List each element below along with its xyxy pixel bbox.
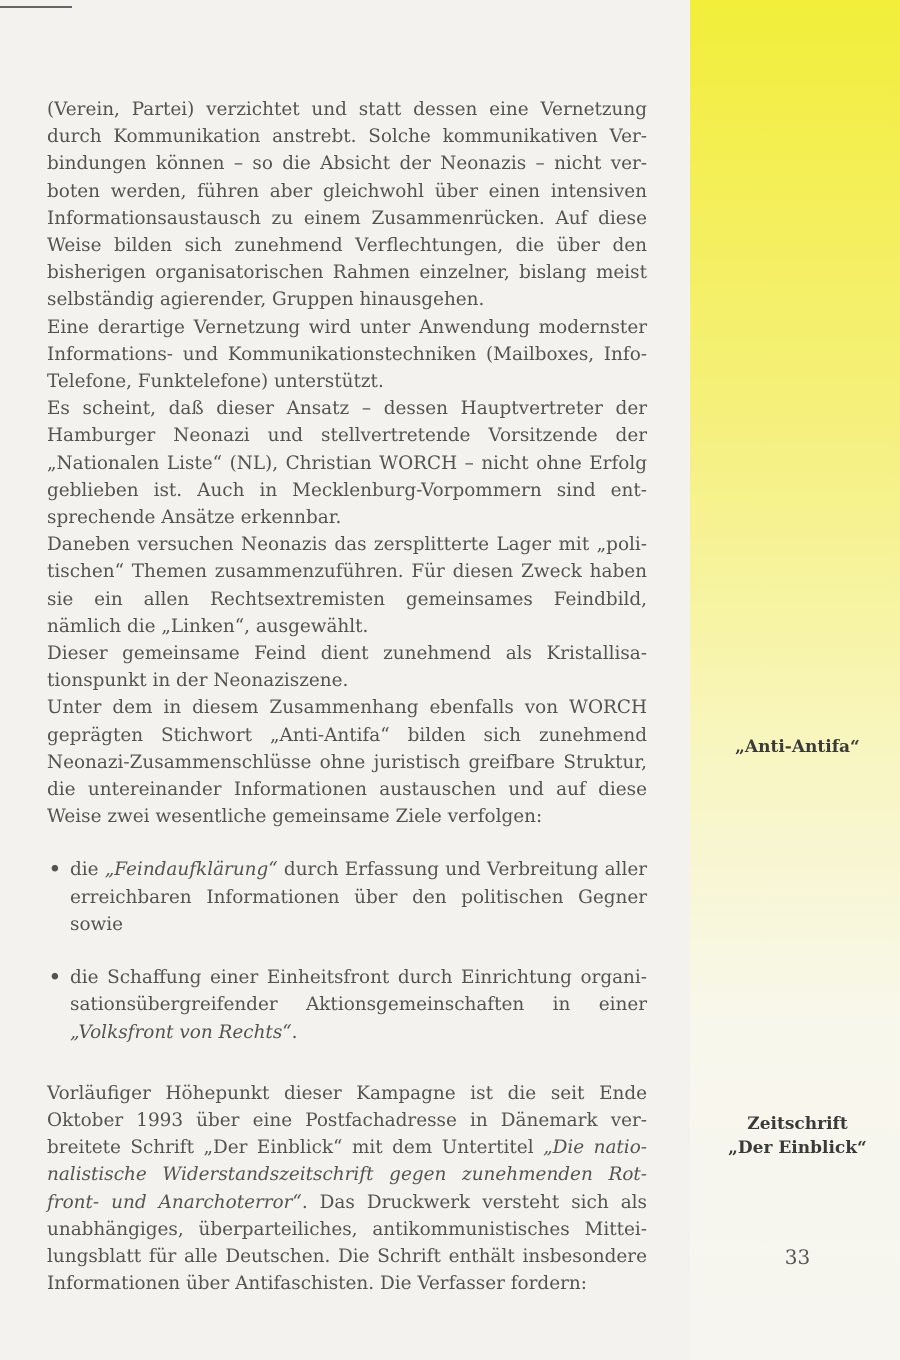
bullet-emphasis: „Volksfront von Rechts“ xyxy=(70,1021,292,1043)
bullet-icon: • xyxy=(49,859,61,881)
paragraph: Unter dem in diesem Zusammenhang ebenfalls von WORCH geprägten Stichwort „Anti-Antifa“ bilden sich zunehmend Neonazi-Zusammenschlüsse ohne juristisch greifbare Struktur, die untereinander Informationen austauschen und auf diese Weise zwei wesentliche gemeinsame Ziele verfolgen: xyxy=(47,697,647,828)
bullet-text: durch Erfassung und Verbreitung aller erreichbaren Informationen über den politischen Gegner sowie xyxy=(70,859,647,935)
margin-label-einblick xyxy=(700,1112,895,1160)
margin-label-anti-antifa: „Anti-Antifa“ xyxy=(735,737,860,757)
bullet-text: die Schaffung einer Einheitsfront durch Einrichtung organisationsübergreifender Aktionsgemeinschaften in einer xyxy=(70,967,647,1016)
paragraph: Daneben versuchen Neonazis das zersplitterte Lager mit „politischen“ Themen zusammenzuführen. Für diesen Zweck haben sie ein allen Rechtsextremisten gemeinsames Feindbild, nämlich die „Linken“, ausgewählt. xyxy=(47,534,647,637)
paragraph: Eine derartige Vernetzung wird unter Anwendung modernster Informations- und Kommunikationstechniken (Mailboxes, Info-Telefone, Funktelefone) unterstützt. xyxy=(47,316,647,393)
bullet-icon: • xyxy=(49,967,61,989)
subtitle-emphasis: „Die nationalistische Widerstandszeitschrift gegen zunehmenden Rotfront- und Anarchoterror“ xyxy=(47,1137,647,1213)
paragraph xyxy=(47,1080,647,1298)
top-rule xyxy=(0,6,72,8)
paragraph: Dieser gemeinsame Feind dient zunehmend als Kristallisationspunkt in der Neonaziszene. xyxy=(47,643,647,692)
margin-label-line: „Der Einblick“ xyxy=(728,1138,867,1158)
main-text xyxy=(47,96,647,1297)
bullet-text: . xyxy=(291,1021,298,1043)
list-item xyxy=(47,856,647,938)
paragraph: (Verein, Partei) verzichtet und statt dessen eine Vernetzung durch Kommunikation anstrebt. Solche kommunikativen Verbindungen können – so die Absicht der Neonazis – nicht verboten werden, führen aber gleichwohl über einen intensiven Informationsaustausch zu einem Zusammenrücken. Auf diese Weise bilden sich zunehmend Verflechtungen, die über den bisherigen organisatorischen Rahmen einzelner, bislang meist selbständig agierender, Gruppen hinausgehen. xyxy=(47,99,647,311)
margin-label-line: Zeitschrift xyxy=(747,1114,848,1134)
goal-list xyxy=(47,856,647,1045)
bullet-emphasis: „Feindaufklärung“ xyxy=(104,859,278,881)
paragraph-text: Vorläufiger Höhepunkt dieser Kampagne ist die seit Ende Oktober 1993 über eine Postfachadresse in Dänemark verbreitete Schrift „Der Einblick“ mit dem Untertitel xyxy=(47,1082,647,1159)
paragraph-text: . Das Druckwerk versteht sich als unabhängiges, überparteiliches, antikommunistisches Mitteilungsblatt für alle Deutschen. Die Schrift enthält insbesondere Informationen über Antifaschisten. Die Verfasser fordern: xyxy=(47,1191,647,1295)
paragraph: Es scheint, daß dieser Ansatz – dessen Hauptvertreter der Hamburger Neonazi und stellvertretende Vorsitzende der „Nationalen Liste“ (NL), Christian WORCH – nicht ohne Erfolg geblieben ist. Auch in Mecklenburg-Vorpommern sind entsprechende Ansätze erkennbar. xyxy=(47,398,647,529)
bullet-text: die xyxy=(70,859,105,881)
list-item xyxy=(47,964,647,1046)
page-number: 33 xyxy=(784,1245,811,1269)
